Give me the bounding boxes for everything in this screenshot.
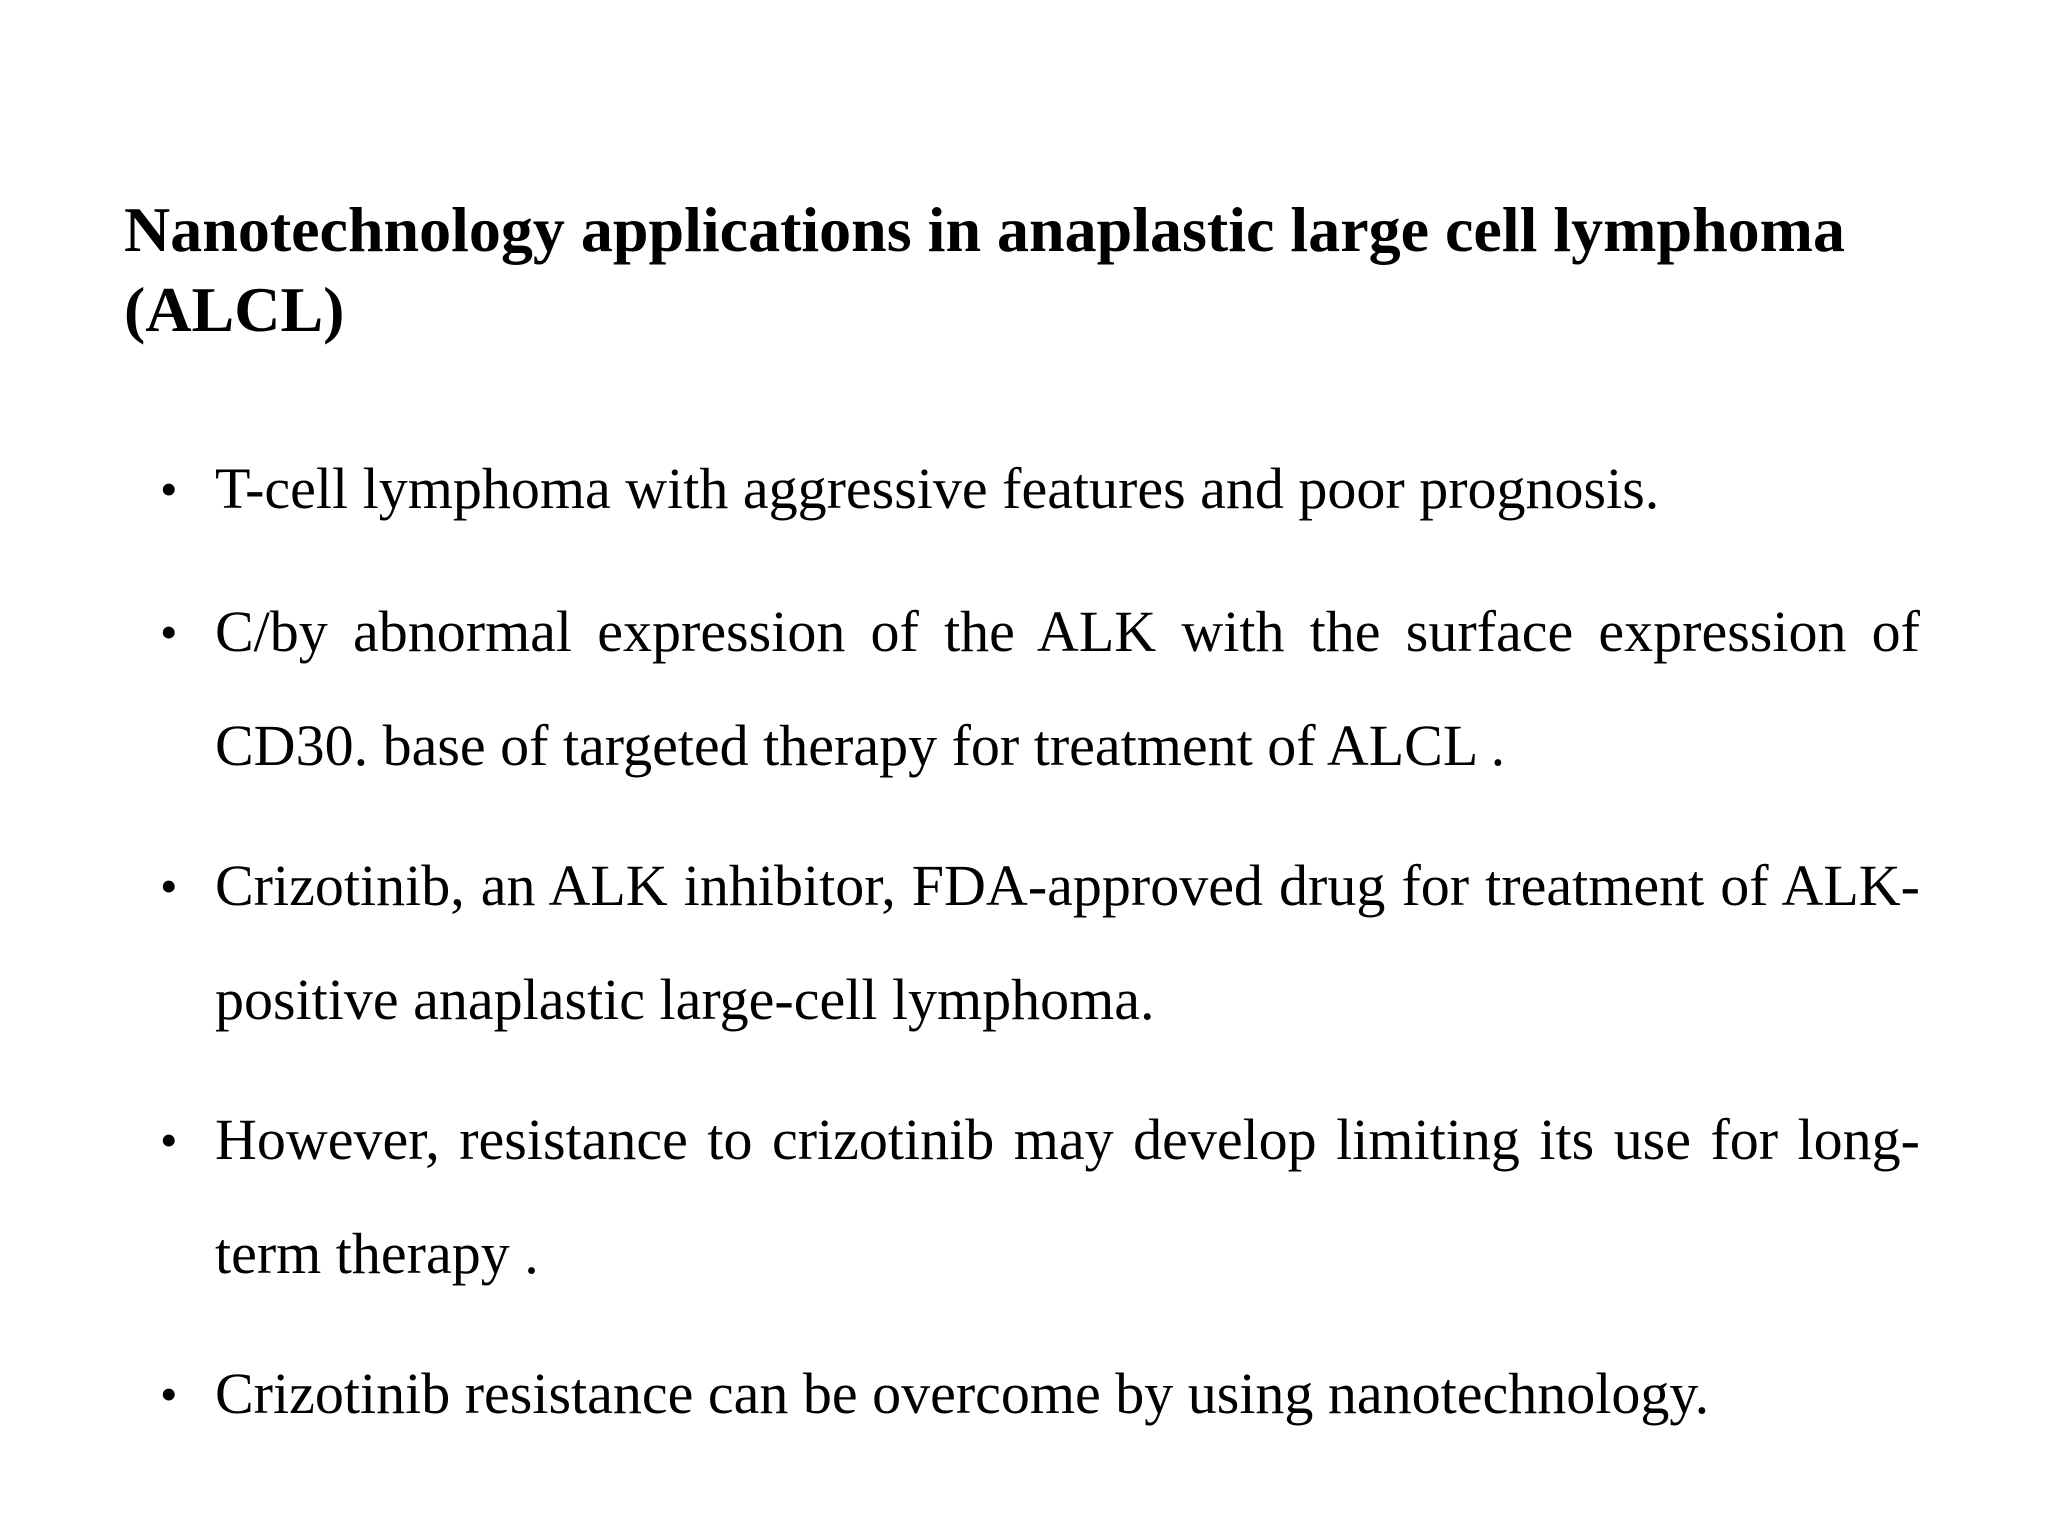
slide-title: Nanotechnology applications in anaplastic large cell lymphoma (ALCL) [124, 194, 1845, 345]
bullet-text: Crizotinib resistance can be overcome by using nanotechnology. [215, 1361, 1710, 1426]
bullet-text: However, resistance to crizotinib may develop limiting its use for long-term therapy . [215, 1107, 1920, 1286]
bullet-text: C/by abnormal expression of the ALK with the surface expression of CD30. base of targeted therapy for treatment of ALCL . [215, 599, 1920, 778]
bullet-item [160, 829, 1920, 1057]
bullet-item [160, 575, 1920, 803]
bullet-item [160, 1337, 1920, 1451]
bullet-icon: • [160, 1366, 178, 1422]
bullet-item [160, 432, 1920, 546]
bullet-icon: • [160, 604, 178, 660]
bullet-icon: • [160, 1112, 178, 1168]
bullet-item [160, 1083, 1920, 1311]
bullet-text: Crizotinib, an ALK inhibitor, FDA-approved drug for treatment of ALK-positive anaplastic large-cell lymphoma. [215, 853, 1920, 1032]
bullet-text: T-cell lymphoma with aggressive features and poor prognosis. [215, 456, 1660, 521]
bullet-icon: • [160, 858, 178, 914]
bullet-icon: • [160, 461, 178, 517]
